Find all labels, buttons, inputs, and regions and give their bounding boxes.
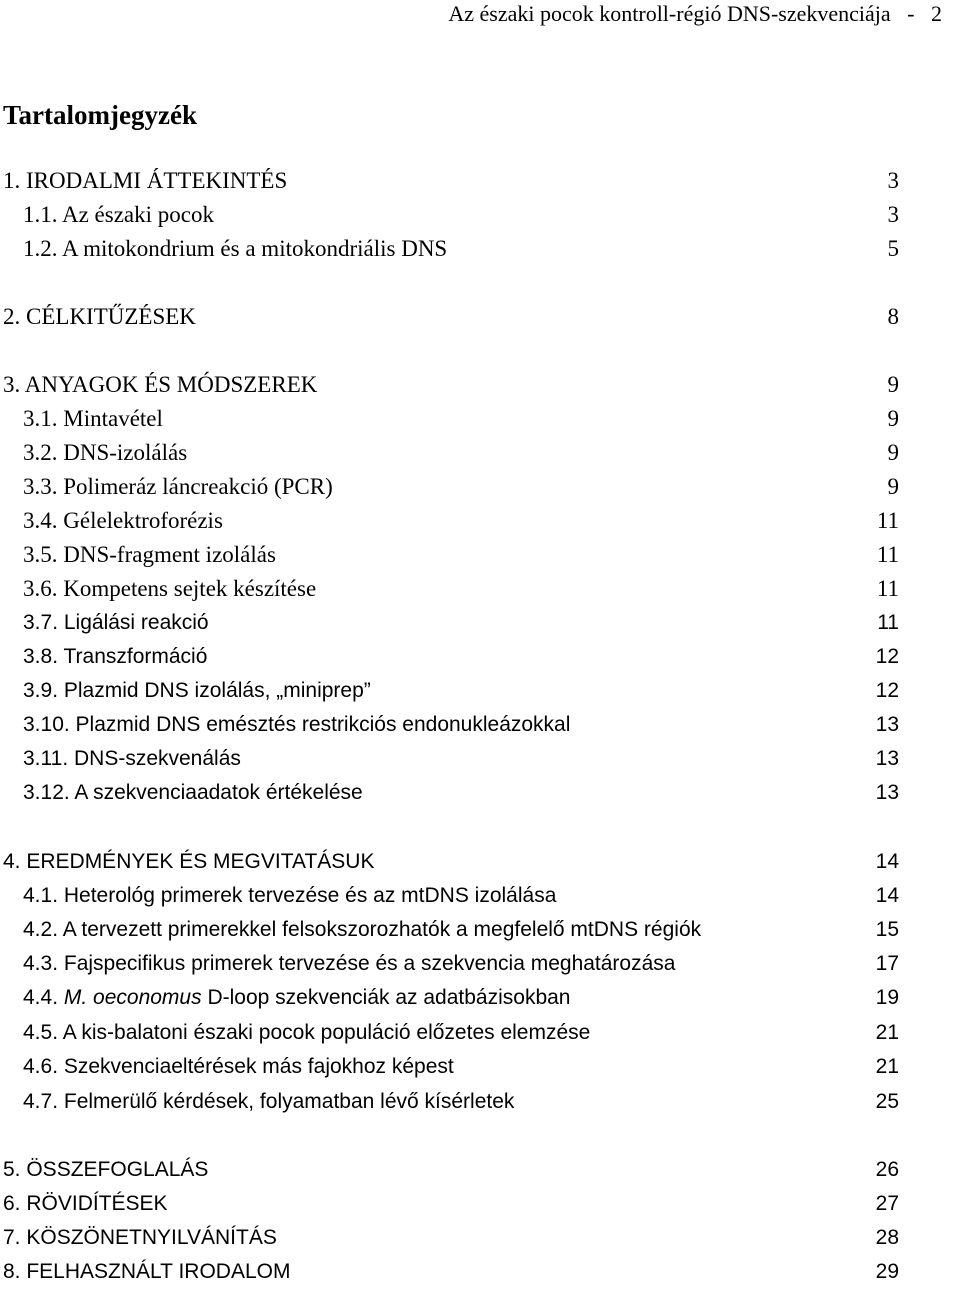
toc-entry[interactable] (0, 742, 960, 776)
toc-entry-page-number: 21 (875, 1021, 899, 1044)
toc-entry-label: 3. ANYAGOK ÉS MÓDSZEREK (3, 372, 318, 397)
toc-entry-label: 4.1. Heterológ primerek tervezése és az mtDNS izolálása (23, 884, 557, 907)
toc-entry[interactable] (0, 1221, 960, 1255)
toc-entry[interactable] (0, 1187, 960, 1221)
toc-entry-label: 5. ÖSSZEFOGLALÁS (3, 1158, 209, 1181)
toc-entry-label: 7. KÖSZÖNETNYILVÁNÍTÁS (3, 1226, 277, 1249)
toc-entry-page-number: 19 (875, 986, 899, 1009)
toc-entry[interactable] (0, 606, 960, 640)
toc-entry[interactable] (0, 1016, 960, 1050)
toc-entry-page-number: 15 (875, 918, 899, 941)
toc-entry-label: 4.2. A tervezett primerekkel felsokszorozhatók a megfelelő mtDNS régiók (23, 918, 702, 941)
toc-entry-label: 4. EREDMÉNYEK ÉS MEGVITATÁSUK (3, 850, 375, 873)
page-title: Tartalomjegyzék (3, 100, 197, 130)
toc-entry-label: 4.3. Fajspecifikus primerek tervezése és a szekvencia meghatározása (23, 952, 676, 975)
header-separator: - (907, 1, 915, 26)
toc-entry[interactable] (0, 232, 960, 266)
toc-entry-label: 8. FELHASZNÁLT IRODALOM (3, 1260, 291, 1283)
toc-entry-page-number: 14 (875, 884, 899, 907)
toc-entry[interactable] (0, 674, 960, 708)
toc-entry-page-number: 9 (887, 406, 899, 431)
toc-entry-label: 6. RÖVIDÍTÉSEK (3, 1192, 168, 1215)
toc-entry-page-number: 25 (875, 1090, 899, 1113)
toc-entry-page-number: 21 (875, 1055, 899, 1078)
toc-entry-page-number: 5 (887, 236, 899, 261)
toc-entry-label: 4.5. A kis-balatoni északi pocok populáció előzetes elemzése (23, 1021, 591, 1044)
toc-entry-label-prefix: 4.4. (23, 986, 64, 1009)
toc-entry-page-number: 17 (875, 952, 899, 975)
toc-entry-label-species: M. oeconomus (63, 986, 202, 1009)
toc-entry[interactable] (0, 572, 960, 606)
toc-entry-label: 1.1. Az északi pocok (23, 202, 214, 227)
toc-entry[interactable] (0, 1153, 960, 1187)
toc-entry-page-number: 27 (875, 1192, 899, 1215)
toc-entry[interactable] (0, 776, 960, 810)
toc-entry[interactable] (0, 1085, 960, 1119)
toc-entry-label: 3.2. DNS-izolálás (23, 440, 188, 465)
toc-entry-label: 3.9. Plazmid DNS izolálás, „miniprep” (23, 679, 371, 702)
toc-entry-label: 4.7. Felmerülő kérdések, folyamatban lévő kísérletek (23, 1090, 515, 1113)
header-page-number: 2 (931, 1, 942, 26)
toc-entry-page-number: 14 (875, 850, 899, 873)
toc-entry-label: 3.10. Plazmid DNS emésztés restrikciós endonukleázokkal (23, 713, 571, 736)
toc-entry-page-number: 11 (876, 508, 899, 533)
toc-entry-label-suffix: D-loop szekvenciák az adatbázisokban (201, 986, 571, 1009)
toc-entry[interactable] (0, 947, 960, 981)
toc-entry-label: 2. CÉLKITŰZÉSEK (3, 304, 196, 329)
toc-entry-label: 3.5. DNS-fragment izolálás (23, 542, 276, 567)
toc-entry-label: 3.7. Ligálási reakció (23, 611, 209, 634)
toc-entry-label: 3.1. Mintavétel (23, 406, 163, 431)
toc-entry-label: 1.2. A mitokondrium és a mitokondriális DNS (23, 236, 448, 261)
toc-entry-page-number: 9 (887, 474, 899, 499)
toc-entry-page-number: 3 (887, 202, 899, 227)
toc-entry-page-number: 11 (876, 576, 899, 601)
toc-entry-page-number: 11 (876, 542, 899, 567)
toc-entry-page-number: 28 (875, 1226, 899, 1249)
toc-entry-label: 3.3. Polimeráz láncreakció (PCR) (23, 474, 333, 499)
toc-entry[interactable] (0, 845, 960, 879)
toc-entry[interactable] (0, 640, 960, 674)
toc-entry-page-number: 13 (875, 747, 899, 770)
toc-entry-page-number: 11 (877, 611, 899, 634)
toc-entry[interactable] (0, 436, 960, 470)
toc-entry[interactable] (0, 402, 960, 436)
toc-entry-page-number: 3 (887, 168, 899, 193)
toc-entry-page-number: 13 (875, 781, 899, 804)
toc-entry-page-number: 9 (887, 440, 899, 465)
toc-entry[interactable] (0, 981, 960, 1015)
toc-entry[interactable] (0, 504, 960, 538)
toc-entry[interactable] (0, 198, 960, 232)
toc-entry-page-number: 9 (887, 372, 899, 397)
toc-entry[interactable] (0, 368, 960, 402)
toc-entry-page-number: 12 (875, 645, 899, 668)
toc-entry-label: 3.12. A szekvenciaadatok értékelése (23, 781, 363, 804)
toc-entry[interactable] (0, 913, 960, 947)
toc-entry-page-number: 26 (875, 1158, 899, 1181)
running-header (448, 0, 942, 28)
toc-entry[interactable] (0, 300, 960, 334)
toc-entry[interactable] (0, 1050, 960, 1084)
toc-entry[interactable] (0, 708, 960, 742)
toc-entry-label: 3.4. Gélelektroforézis (23, 508, 223, 533)
toc-entry-page-number: 13 (875, 713, 899, 736)
toc-entry-page-number: 8 (887, 304, 899, 329)
toc-entry-label (23, 981, 570, 1015)
toc-entry-label: 3.6. Kompetens sejtek készítése (23, 576, 317, 601)
toc-entry[interactable] (0, 470, 960, 504)
toc-entry-label: 4.6. Szekvenciaeltérések más fajokhoz képest (23, 1055, 454, 1078)
toc-entry[interactable] (0, 164, 960, 198)
toc-entry-label: 3.8. Transzformáció (23, 645, 208, 668)
toc-entry[interactable] (0, 879, 960, 913)
toc-entry-label: 1. IRODALMI ÁTTEKINTÉS (3, 168, 288, 193)
running-title: Az északi pocok kontroll-régió DNS-szekvenciája (448, 1, 891, 26)
toc-entry-label: 3.11. DNS-szekvenálás (23, 747, 241, 770)
toc-entry-page-number: 12 (875, 679, 899, 702)
toc-entry[interactable] (0, 538, 960, 572)
toc-entry-page-number: 29 (875, 1260, 899, 1283)
